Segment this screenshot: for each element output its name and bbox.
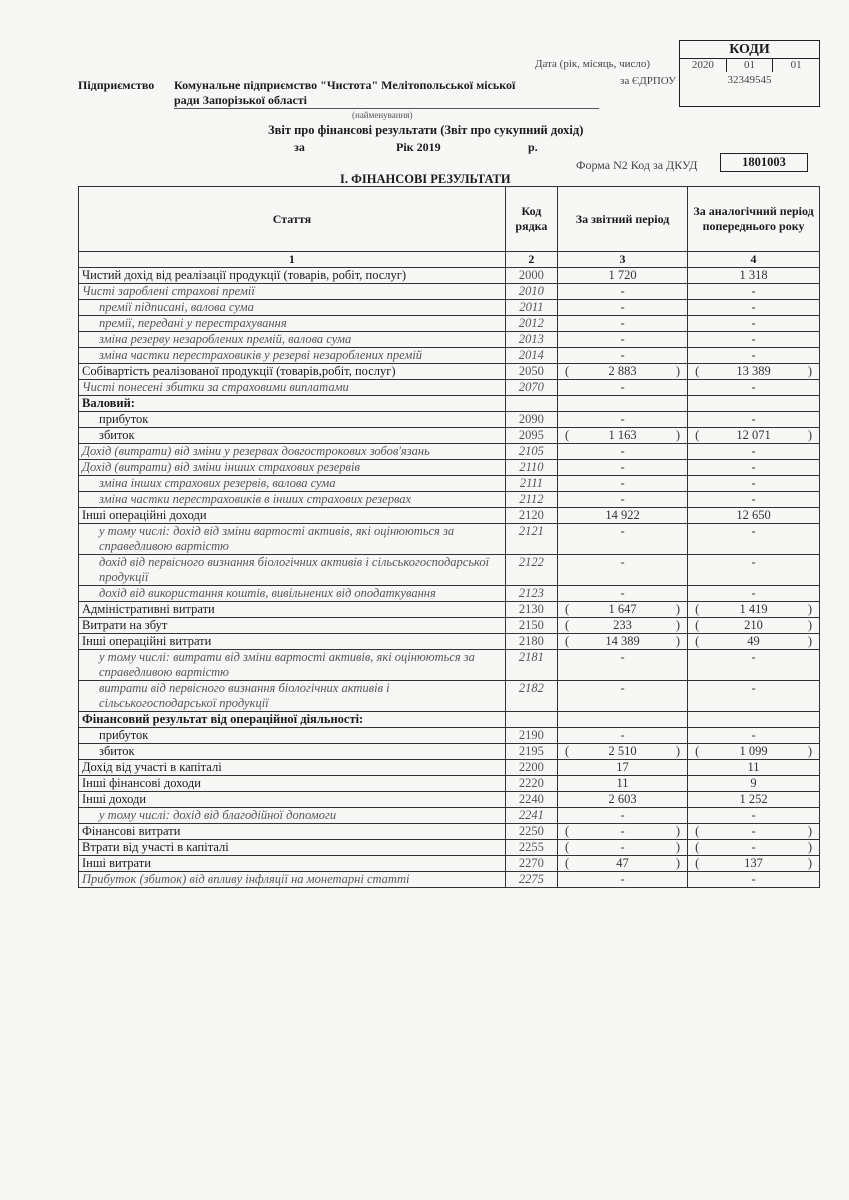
table-row [79, 555, 820, 586]
table-row [79, 476, 820, 492]
row-previous-value: - [688, 412, 820, 428]
row-previous-value: 9 [688, 776, 820, 792]
row-current-value: - [558, 681, 688, 712]
table-row [79, 760, 820, 776]
row-previous-value: - [688, 444, 820, 460]
row-name: прибуток [79, 728, 506, 744]
row-name: Адміністративні витрати [79, 602, 506, 618]
row-current-value: ( 14 389 ) [558, 634, 688, 650]
table-row [79, 524, 820, 555]
row-previous-value: - [688, 524, 820, 555]
row-code: 2000 [505, 268, 557, 284]
table-row [79, 618, 820, 634]
row-name: дохід від первісного визнання біологічних активів і сільськогосподарської продукції [79, 555, 506, 586]
row-code: 2014 [505, 348, 557, 364]
row-previous-value: - [688, 872, 820, 888]
row-current-value: - [558, 492, 688, 508]
table-row [79, 681, 820, 712]
value-text: 233 [613, 618, 632, 632]
row-name: Чисті зароблені страхові премії [79, 284, 506, 300]
table-row [79, 428, 820, 444]
row-code: 2180 [505, 634, 557, 650]
row-name: Чистий дохід від реалізації продукції (товарів, робіт, послуг) [79, 268, 506, 284]
row-previous-value: 11 [688, 760, 820, 776]
table-row [79, 412, 820, 428]
value-text: 1 647 [608, 602, 637, 616]
row-current-value: - [558, 524, 688, 555]
row-name: Інші операційні доходи [79, 508, 506, 524]
row-name: Інші витрати [79, 856, 506, 872]
row-current-value [558, 712, 688, 728]
row-code: 2010 [505, 284, 557, 300]
row-previous-value: ( - ) [688, 840, 820, 856]
row-current-value: - [558, 586, 688, 602]
row-name: збиток [79, 428, 506, 444]
row-previous-value [688, 712, 820, 728]
edrpou-label: за ЄДРПОУ [620, 75, 676, 87]
row-name: витрати від первісного визнання біологічних активів і сільськогосподарської продукції [79, 681, 506, 712]
value-text: 1 419 [739, 602, 768, 616]
row-code: 2250 [505, 824, 557, 840]
row-current-value: 17 [558, 760, 688, 776]
row-code: 2195 [505, 744, 557, 760]
row-name: дохід від використання коштів, вивільнених від оподаткування [79, 586, 506, 602]
row-current-value: 11 [558, 776, 688, 792]
row-code: 2105 [505, 444, 557, 460]
form-code: 1801003 [720, 153, 808, 172]
table-row [79, 284, 820, 300]
row-code: 2255 [505, 840, 557, 856]
header-n2: 2 [505, 252, 557, 268]
table-row [79, 872, 820, 888]
table-row [79, 444, 820, 460]
row-current-value: - [558, 808, 688, 824]
table-header-row [79, 187, 820, 252]
row-code: 2013 [505, 332, 557, 348]
row-current-value: - [558, 555, 688, 586]
report-za: за [294, 140, 305, 154]
row-name: Валовий: [79, 396, 506, 412]
table-row [79, 650, 820, 681]
table-row [79, 316, 820, 332]
row-code: 2123 [505, 586, 557, 602]
row-code: 2111 [505, 476, 557, 492]
row-previous-value: - [688, 681, 820, 712]
table-row [79, 808, 820, 824]
table-row [79, 776, 820, 792]
row-code: 2121 [505, 524, 557, 555]
value-text: 1 099 [739, 744, 768, 758]
row-name: Втрати від участі в капіталі [79, 840, 506, 856]
row-current-value: ( 2 510 ) [558, 744, 688, 760]
date-label: Дата (рік, місяць, число) [535, 58, 651, 70]
row-current-value: ( 1 647 ) [558, 602, 688, 618]
row-code: 2241 [505, 808, 557, 824]
row-code: 2011 [505, 300, 557, 316]
row-current-value: 2 603 [558, 792, 688, 808]
row-previous-value: 1 318 [688, 268, 820, 284]
row-current-value: - [558, 316, 688, 332]
row-name: зміна частки перестраховиків в інших страхових резервах [79, 492, 506, 508]
row-code: 2050 [505, 364, 557, 380]
header-previous: За аналогічний період попереднього року [688, 187, 820, 252]
report-r: р. [528, 140, 538, 154]
row-code: 2070 [505, 380, 557, 396]
row-current-value: ( 2 883 ) [558, 364, 688, 380]
row-name: зміна резерву незароблених премій, валова сума [79, 332, 506, 348]
table-row [79, 268, 820, 284]
header-n3: 3 [558, 252, 688, 268]
row-code: 2182 [505, 681, 557, 712]
table-row [79, 364, 820, 380]
date-day: 01 [790, 59, 802, 71]
table-row [79, 586, 820, 602]
row-code: 2181 [505, 650, 557, 681]
row-code: 2095 [505, 428, 557, 444]
row-previous-value: ( 13 389 ) [688, 364, 820, 380]
row-current-value: - [558, 380, 688, 396]
table-row [79, 728, 820, 744]
value-text: 47 [616, 856, 629, 870]
row-previous-value: - [688, 728, 820, 744]
row-current-value: 1 720 [558, 268, 688, 284]
header-n1: 1 [79, 252, 506, 268]
row-previous-value: - [688, 348, 820, 364]
row-current-value: - [558, 728, 688, 744]
row-code [505, 712, 557, 728]
row-current-value: - [558, 872, 688, 888]
row-code: 2190 [505, 728, 557, 744]
row-name: Дохід (витрати) від зміни інших страхових резервів [79, 460, 506, 476]
table-row [79, 634, 820, 650]
row-current-value: ( 233 ) [558, 618, 688, 634]
row-code: 2110 [505, 460, 557, 476]
row-code: 2122 [505, 555, 557, 586]
row-name: Інші операційні витрати [79, 634, 506, 650]
value-text: 2 510 [608, 744, 637, 758]
row-previous-value: - [688, 284, 820, 300]
row-code [505, 396, 557, 412]
value-text: 12 071 [736, 428, 771, 442]
row-name: премії підписані, валова сума [79, 300, 506, 316]
row-current-value: - [558, 284, 688, 300]
row-previous-value: ( 1 419 ) [688, 602, 820, 618]
row-previous-value: - [688, 808, 820, 824]
row-previous-value: ( 210 ) [688, 618, 820, 634]
enterprise-underline [174, 108, 599, 109]
row-previous-value: 1 252 [688, 792, 820, 808]
table-row [79, 792, 820, 808]
header-code: Код рядка [505, 187, 557, 252]
row-name: премії, передані у перестрахування [79, 316, 506, 332]
table-row [79, 840, 820, 856]
header-n4: 4 [688, 252, 820, 268]
row-name: у тому числі: дохід від благодійної допомоги [79, 808, 506, 824]
value-text: 13 389 [736, 364, 771, 378]
row-previous-value: - [688, 332, 820, 348]
row-current-value: ( - ) [558, 824, 688, 840]
row-name: Дохід від участі в капіталі [79, 760, 506, 776]
table-row [79, 744, 820, 760]
row-name: Фінансові витрати [79, 824, 506, 840]
value-text: 137 [744, 856, 763, 870]
header-current: За звітний період [558, 187, 688, 252]
row-current-value: - [558, 332, 688, 348]
row-current-value: 14 922 [558, 508, 688, 524]
row-current-value: ( 1 163 ) [558, 428, 688, 444]
section-title: І. ФІНАНСОВІ РЕЗУЛЬТАТИ [340, 172, 511, 186]
row-previous-value: - [688, 650, 820, 681]
row-code: 2012 [505, 316, 557, 332]
row-previous-value: 12 650 [688, 508, 820, 524]
row-current-value: - [558, 300, 688, 316]
row-name: Фінансовий результат від операційної діяльності: [79, 712, 506, 728]
row-current-value: - [558, 444, 688, 460]
codes-box [679, 40, 820, 107]
row-code: 2270 [505, 856, 557, 872]
table-row [79, 332, 820, 348]
value-text: - [751, 840, 756, 854]
row-previous-value: ( 137 ) [688, 856, 820, 872]
row-current-value: - [558, 348, 688, 364]
row-name: Витрати на збут [79, 618, 506, 634]
financial-results-table [78, 186, 820, 888]
row-previous-value: - [688, 300, 820, 316]
row-previous-value: - [688, 492, 820, 508]
value-text: 14 389 [605, 634, 640, 648]
form-label: Форма N2 Код за ДКУД [576, 158, 698, 172]
table-row [79, 856, 820, 872]
row-current-value: - [558, 650, 688, 681]
row-previous-value [688, 396, 820, 412]
report-period: Рік 2019 [396, 140, 441, 154]
value-text: - [751, 824, 756, 838]
table-row [79, 508, 820, 524]
row-current-value: ( 47 ) [558, 856, 688, 872]
enterprise-name-line1: Комунальне підприємство "Чистота" Мелітопольської міської [174, 78, 516, 92]
row-code: 2200 [505, 760, 557, 776]
row-current-value: ( - ) [558, 840, 688, 856]
row-code: 2275 [505, 872, 557, 888]
row-code: 2150 [505, 618, 557, 634]
value-text: - [620, 840, 625, 854]
value-text: 49 [747, 634, 760, 648]
row-code: 2220 [505, 776, 557, 792]
row-name: у тому числі: витрати від зміни вартості активів, які оцінюються за справедливою вартістю [79, 650, 506, 681]
edrpou-code: 32349545 [727, 74, 772, 86]
row-previous-value: ( 1 099 ) [688, 744, 820, 760]
codes-title: КОДИ [680, 41, 819, 59]
value-text: 210 [744, 618, 763, 632]
table-row [79, 380, 820, 396]
header-item: Стаття [79, 187, 506, 252]
row-name: прибуток [79, 412, 506, 428]
row-current-value: - [558, 412, 688, 428]
date-year: 2020 [680, 59, 727, 72]
value-text: 1 163 [608, 428, 637, 442]
row-code: 2090 [505, 412, 557, 428]
row-name: зміна частки перестраховиків у резерві незароблених премій [79, 348, 506, 364]
row-previous-value: - [688, 460, 820, 476]
row-code: 2130 [505, 602, 557, 618]
report-title: Звіт про фінансові результати (Звіт про сукупний дохід) [268, 123, 584, 137]
row-name: у тому числі: дохід від зміни вартості активів, які оцінюються за справедливою вартістю [79, 524, 506, 555]
enterprise-label: Підприємство [78, 78, 155, 92]
row-name: Чисті понесені збитки за страховими виплатами [79, 380, 506, 396]
row-name: Собівартість реалізованої продукції (товарів,робіт, послуг) [79, 364, 506, 380]
table-row [79, 824, 820, 840]
row-current-value [558, 396, 688, 412]
row-name: Дохід (витрати) від зміни у резервах довгострокових зобов'язань [79, 444, 506, 460]
value-text: - [620, 824, 625, 838]
table-row [79, 396, 820, 412]
row-name: Інші доходи [79, 792, 506, 808]
value-text: 2 883 [608, 364, 637, 378]
row-previous-value: - [688, 316, 820, 332]
enterprise-caption: (найменування) [352, 110, 413, 120]
table-row [79, 492, 820, 508]
row-name: збиток [79, 744, 506, 760]
table-row [79, 300, 820, 316]
table-row [79, 602, 820, 618]
row-previous-value: - [688, 555, 820, 586]
table-row [79, 712, 820, 728]
row-name: Інші фінансові доходи [79, 776, 506, 792]
row-previous-value: ( 49 ) [688, 634, 820, 650]
row-previous-value: - [688, 476, 820, 492]
row-previous-value: ( 12 071 ) [688, 428, 820, 444]
row-previous-value: - [688, 586, 820, 602]
table-row [79, 460, 820, 476]
row-code: 2240 [505, 792, 557, 808]
row-current-value: - [558, 460, 688, 476]
date-cells [680, 59, 819, 72]
date-month: 01 [727, 59, 774, 72]
row-name: Прибуток (збиток) від впливу інфляції на монетарні статті [79, 872, 506, 888]
enterprise-name-line2: ради Запорізької області [174, 93, 308, 107]
row-code: 2112 [505, 492, 557, 508]
table-row [79, 348, 820, 364]
row-previous-value: - [688, 380, 820, 396]
row-previous-value: ( - ) [688, 824, 820, 840]
row-name: зміна інших страхових резервів, валова сума [79, 476, 506, 492]
row-code: 2120 [505, 508, 557, 524]
table-number-row [79, 252, 820, 268]
row-current-value: - [558, 476, 688, 492]
